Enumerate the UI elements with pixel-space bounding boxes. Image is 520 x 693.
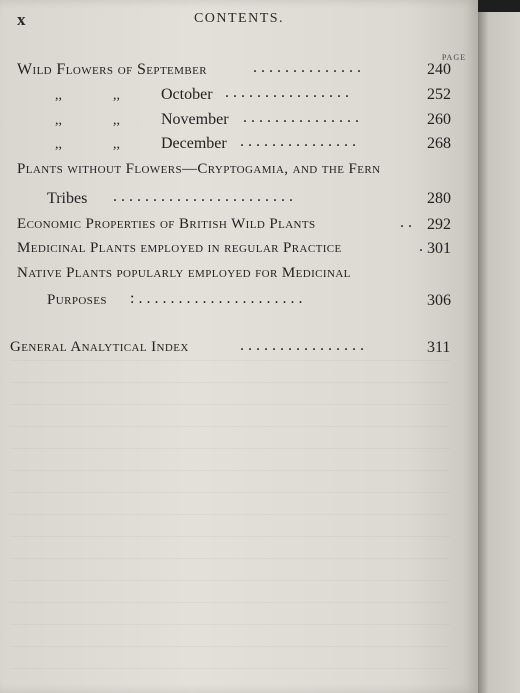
toc-entry-title: Native Plants popularly employed for Medicinal — [17, 265, 351, 281]
ditto-mark: ,, — [113, 88, 120, 103]
toc-entry-continuation — [0, 190, 478, 214]
leader-dots: : . . . . . . . . . . . . . . . . . . . . . — [130, 290, 303, 307]
toc-entry — [0, 111, 478, 135]
toc-entry-title: October — [161, 86, 213, 103]
toc-entry-continuation — [0, 292, 478, 316]
leader-dots: . . . . . . . . . . . . . . . . . . . . . . . — [113, 188, 293, 205]
toc-entry — [0, 86, 478, 110]
toc-entry-page: 306 — [427, 292, 451, 309]
toc-entry — [0, 265, 478, 289]
leader-dots: . . . . . . . . . . . . . . . . — [240, 337, 364, 354]
toc-entry — [0, 161, 478, 185]
book-cover-edge — [478, 0, 520, 12]
toc-entry-page: 301 — [427, 240, 451, 257]
leader-dots: . . — [400, 214, 412, 231]
ditto-mark: ,, — [113, 113, 120, 128]
toc-entry-page: 292 — [427, 216, 451, 233]
toc-entry-page: 260 — [427, 111, 451, 128]
toc-entry — [0, 135, 478, 159]
leader-dots: . . . . . . . . . . . . . . . — [240, 133, 356, 150]
leader-dots: . . . . . . . . . . . . . . . . — [225, 84, 349, 101]
leader-dots: . . . . . . . . . . . . . . — [253, 59, 361, 76]
toc-entry-page: 240 — [427, 61, 451, 78]
toc-entry-title: Medicinal Plants employed in regular Practice — [17, 240, 342, 256]
toc-entry — [0, 339, 478, 363]
toc-entry-title: December — [161, 135, 227, 152]
toc-entry-page: 252 — [427, 86, 451, 103]
toc-entry-title: Economic Properties of British Wild Plants — [17, 216, 316, 232]
leader-dots: . — [419, 238, 423, 255]
toc-entry-page: 268 — [427, 135, 451, 152]
toc-entry-title: Wild Flowers of September — [17, 61, 207, 78]
ditto-mark: ,, — [113, 137, 120, 152]
toc-entry — [0, 216, 478, 240]
ditto-mark: ,, — [55, 137, 62, 152]
page-column-label: PAGE — [441, 53, 466, 62]
toc-entry-page: 280 — [427, 190, 451, 207]
leader-dots: . . . . . . . . . . . . . . . — [243, 109, 359, 126]
toc-entry-title: General Analytical Index — [10, 339, 189, 355]
toc-entry-title: Plants without Flowers—Cryptogamia, and the Fern — [17, 161, 381, 177]
ditto-mark: ,, — [55, 88, 62, 103]
toc-entry-page: 311 — [427, 339, 451, 356]
page-number-header: x — [17, 10, 26, 29]
bleed-through-texture — [10, 360, 450, 680]
toc-entry — [0, 61, 478, 85]
toc-entry-title: November — [161, 111, 229, 128]
page-title: CONTENTS. — [193, 11, 285, 26]
toc-entry-title-continued: Purposes — [47, 292, 107, 308]
toc-entry — [0, 240, 478, 264]
toc-entry-title-continued: Tribes — [47, 190, 88, 207]
ditto-mark: ,, — [55, 113, 62, 128]
adjacent-page-edge — [478, 0, 520, 693]
